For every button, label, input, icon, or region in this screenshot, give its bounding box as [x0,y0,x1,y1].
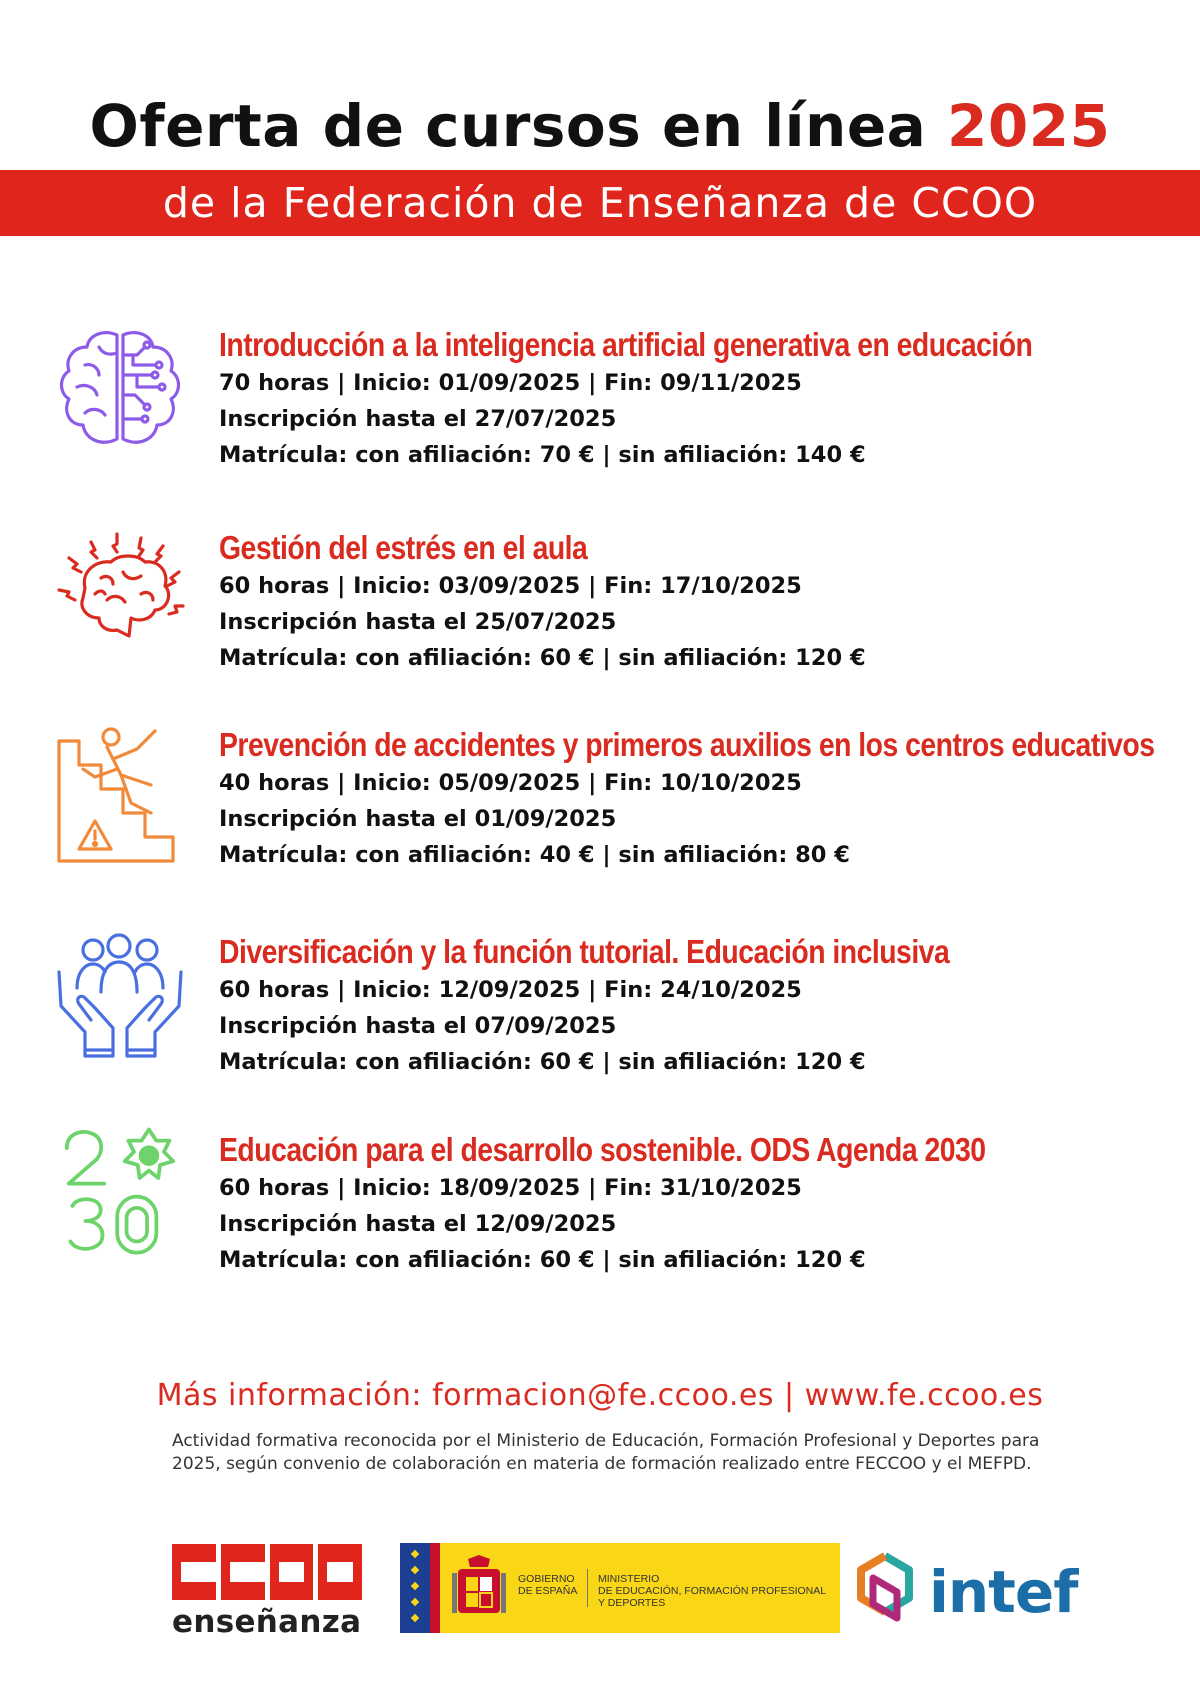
course-title: Introducción a la inteligencia artificial generativa en educación [219,326,1033,363]
ccoo-logo [172,1544,362,1644]
government-label: GOBIERNO DE ESPAÑA [518,1573,578,1597]
ccoo-logo-word: enseñanza [172,1604,362,1640]
course-registration: Inscripción hasta el 12/09/2025 [219,1211,617,1237]
intef-knot-icon [845,1548,925,1628]
course-registration: Inscripción hasta el 01/09/2025 [219,806,617,832]
course-fee: Matrícula: con afiliación: 60 € | sin afiliación: 120 € [219,1247,866,1273]
falling-stairs-warning-icon [55,725,185,865]
course-fee: Matrícula: con afiliación: 70 € | sin afiliación: 140 € [219,442,866,468]
course-schedule: 40 horas | Inicio: 05/09/2025 | Fin: 10/10/2025 [219,770,802,796]
course-item [0,325,1200,505]
ccoo-letters-mark [172,1544,362,1600]
course-schedule: 70 horas | Inicio: 01/09/2025 | Fin: 09/11/2025 [219,370,802,396]
course-schedule: 60 horas | Inicio: 12/09/2025 | Fin: 24/10/2025 [219,977,802,1003]
title-year: 2025 [947,92,1111,160]
course-title: Educación para el desarrollo sostenible. ODS Agenda 2030 [219,1131,986,1168]
page-title [0,92,1200,160]
course-fee: Matrícula: con afiliación: 60 € | sin afiliación: 120 € [219,645,866,671]
course-title: Diversificación y la función tutorial. Educación inclusiva [219,933,950,970]
course-registration: Inscripción hasta el 25/07/2025 [219,609,617,635]
subtitle-band: de la Federación de Enseñanza de CCOO [0,170,1200,236]
course-item [0,1130,1200,1310]
eu-flag-icon [400,1543,430,1633]
course-item [0,725,1200,905]
course-item [0,932,1200,1112]
course-schedule: 60 horas | Inicio: 03/09/2025 | Fin: 17/10/2025 [219,573,802,599]
course-registration: Inscripción hasta el 07/09/2025 [219,1013,617,1039]
ministry-label: MINISTERIO DE EDUCACIÓN, FORMACIÓN PROFESIONAL Y DEPORTES [598,1573,827,1609]
ai-brain-icon [55,325,185,465]
course-item [0,528,1200,708]
intef-logo [845,1548,1078,1638]
course-title: Prevención de accidentes y primeros auxilios en los centros educativos [219,726,1155,763]
government-logo [400,1543,840,1633]
inclusive-group-hands-icon [55,932,185,1072]
more-info-link[interactable]: Más información: formacion@fe.ccoo.es | www.fe.ccoo.es [156,1378,1044,1413]
course-title: Gestión del estrés en el aula [219,529,588,566]
recognition-note: Actividad formativa reconocida por el Ministerio de Educación, Formación Profesional y Deportes para 2025, según convenio de colaboración en materia de formación realizado entre FECCOO y el MEFPD. [172,1431,1040,1474]
coat-of-arms-icon [452,1555,506,1621]
stressed-brain-icon [55,528,185,668]
course-fee: Matrícula: con afiliación: 60 € | sin afiliación: 120 € [219,1049,866,1075]
course-registration: Inscripción hasta el 27/07/2025 [219,406,617,432]
course-schedule: 60 horas | Inicio: 18/09/2025 | Fin: 31/10/2025 [219,1175,802,1201]
agenda-2030-icon [55,1122,185,1262]
intef-logo-word: intef [929,1558,1078,1626]
course-fee: Matrícula: con afiliación: 40 € | sin afiliación: 80 € [219,842,850,868]
title-main: Oferta de cursos en línea [89,92,927,160]
